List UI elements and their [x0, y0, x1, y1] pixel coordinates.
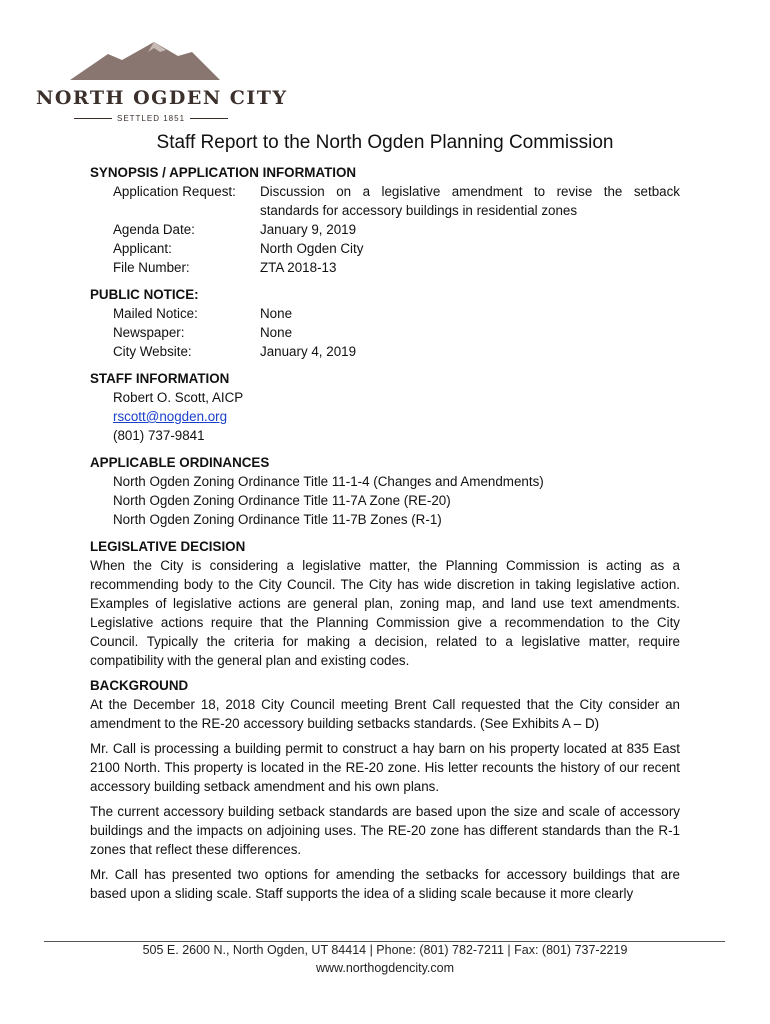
ordinance-item: North Ogden Zoning Ordinance Title 11-7A Zone (RE-20): [113, 493, 451, 508]
footer-website: www.northogdencity.com: [315, 961, 455, 975]
logo-city-name: NORTH OGDEN CITY: [36, 87, 288, 109]
ordinance-item: North Ogden Zoning Ordinance Title 11-1-4 (Changes and Amendments): [113, 474, 544, 489]
city-logo: [36, 40, 288, 130]
synopsis-row: [90, 258, 680, 277]
field-value: Discussion on a legislative amendment to revise the setback standards for accessory buildings in residential zones: [260, 184, 680, 218]
field-label: File Number:: [113, 260, 190, 275]
ordinance-item: North Ogden Zoning Ordinance Title 11-7B Zones (R-1): [113, 512, 442, 527]
staff-name: Robert O. Scott, AICP: [113, 390, 244, 405]
staff-email-line: [90, 407, 680, 426]
report-body: [90, 163, 680, 903]
background-paragraph: Mr. Call is processing a building permit to construct a hay barn on his property located at 835 East 2100 North. This property is located in the RE-20 zone. His letter recounts the history of our recent accessory building setback amendment and his own plans.: [90, 741, 680, 794]
field-label: Application Request:: [113, 184, 236, 199]
settled-rule-left: [74, 118, 112, 119]
notice-row: [90, 323, 680, 342]
synopsis-row: [90, 182, 680, 220]
staff-email-link[interactable]: rscott@nogden.org: [113, 409, 228, 424]
background-paragraph: At the December 18, 2018 City Council meeting Brent Call requested that the City consider an amendment to the RE-20 accessory building setbacks standards. (See Exhibits A – D): [90, 697, 680, 731]
footer-address: 505 E. 2600 N., North Ogden, UT 84414 | Phone: (801) 782-7211 | Fax: (801) 737-2219: [142, 943, 628, 957]
field-label: Newspaper:: [113, 325, 185, 340]
background-paragraph: Mr. Call has presented two options for amending the setbacks for accessory buildings that are based upon a sliding scale. Staff supports the idea of a sliding scale because it more clearly: [90, 867, 680, 901]
staff-phone: (801) 737-9841: [113, 428, 205, 443]
field-value: January 9, 2019: [260, 222, 357, 237]
synopsis-row: [90, 220, 680, 239]
legislative-paragraph: When the City is considering a legislative matter, the Planning Commission is acting as a recommending body to the City Council. The City has wide discretion in taking legislative action. Examples of legislative actions are general plan, zoning map, and land use text amendments. Legislative actions require that the Planning Commission give a recommendation to the City Council. Typically the criteria for making a decision, related to a legislative matter, require compatibility with the general plan and existing codes.: [90, 558, 680, 668]
field-value: North Ogden City: [260, 241, 364, 256]
ordinances-heading: APPLICABLE ORDINANCES: [90, 455, 270, 470]
field-value: ZTA 2018-13: [260, 260, 337, 275]
field-label: Mailed Notice:: [113, 306, 198, 321]
field-label: Applicant:: [113, 241, 172, 256]
report-title: Staff Report to the North Ogden Planning Commission: [156, 132, 614, 153]
logo-settled-text: SETTLED 1851: [116, 114, 186, 123]
notice-row: [90, 342, 680, 361]
legislative-heading: LEGISLATIVE DECISION: [90, 539, 246, 554]
mountain-icon: [70, 40, 220, 82]
footer-divider: [44, 941, 725, 942]
staff-heading: STAFF INFORMATION: [90, 371, 230, 386]
mountain-shape: [70, 42, 220, 80]
settled-rule-right: [190, 118, 228, 119]
field-label: City Website:: [113, 344, 192, 359]
logo-settled-line: [36, 114, 266, 123]
background-paragraph: The current accessory building setback standards are based upon the size and scale of accessory buildings and the impacts on adjoining uses. The RE-20 zone has different standards than the R-1 zones that reflect these differences.: [90, 804, 680, 857]
background-heading: BACKGROUND: [90, 678, 189, 693]
public-notice-heading: PUBLIC NOTICE:: [90, 287, 199, 302]
field-label: Agenda Date:: [113, 222, 195, 237]
field-value: None: [260, 325, 293, 340]
field-value: January 4, 2019: [260, 344, 357, 359]
field-value: None: [260, 306, 293, 321]
synopsis-row: [90, 239, 680, 258]
synopsis-heading: SYNOPSIS / APPLICATION INFORMATION: [90, 165, 357, 180]
notice-row: [90, 304, 680, 323]
